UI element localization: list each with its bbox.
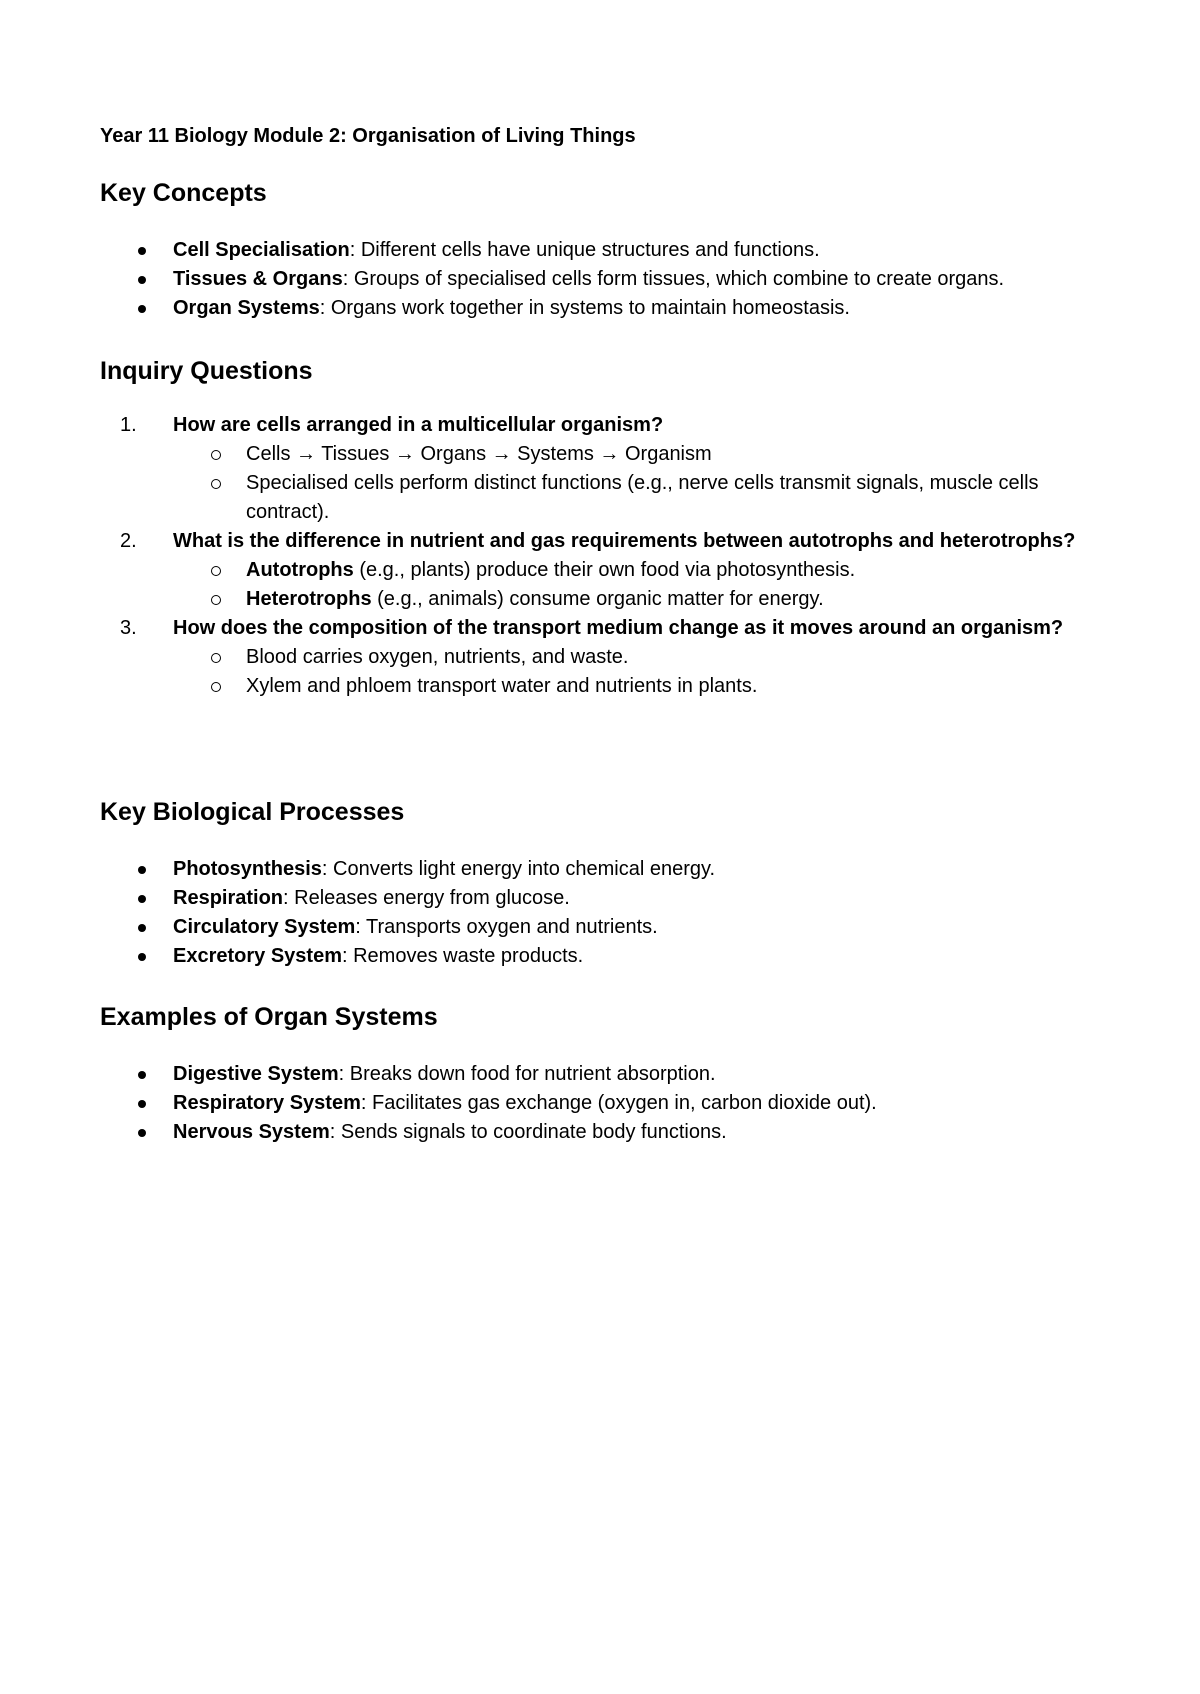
sub-item: Cells → Tissues → Organs → Systems → Organism — [0, 440, 1200, 469]
bullet-icon — [138, 247, 146, 255]
circle-bullet-icon — [211, 479, 221, 489]
bullet-icon — [138, 866, 146, 874]
inquiry-questions-list — [0, 411, 1200, 701]
heading-key-concepts: Key Concepts — [100, 179, 267, 207]
heading-key-processes: Key Biological Processes — [100, 798, 405, 826]
circle-bullet-icon — [211, 653, 221, 663]
list-item: Respiratory System: Facilitates gas exchange (oxygen in, carbon dioxide out). — [0, 1089, 1200, 1118]
bullet-icon — [138, 924, 146, 932]
circle-bullet-icon — [211, 566, 221, 576]
list-item: Digestive System: Breaks down food for nutrient absorption. — [0, 1060, 1200, 1089]
question-item — [0, 411, 1200, 527]
heading-inquiry-questions: Inquiry Questions — [100, 357, 313, 385]
organ-systems-list — [0, 1060, 1200, 1147]
circle-bullet-icon — [211, 682, 221, 692]
bullet-icon — [138, 953, 146, 961]
question-text: 3. How does the composition of the transport medium change as it moves around an organism? — [0, 614, 1200, 643]
bullet-icon — [138, 1071, 146, 1079]
key-processes-list — [0, 855, 1200, 971]
question-number: 1. — [120, 414, 137, 436]
question-item — [0, 614, 1200, 701]
list-item: Tissues & Organs: Groups of specialised cells form tissues, which combine to create organs. — [0, 265, 1200, 294]
circle-bullet-icon — [211, 595, 221, 605]
list-item: Nervous System: Sends signals to coordinate body functions. — [0, 1118, 1200, 1147]
document-title: Year 11 Biology Module 2: Organisation of Living Things — [100, 125, 636, 147]
list-item: Cell Specialisation: Different cells have unique structures and functions. — [0, 236, 1200, 265]
question-item — [0, 527, 1200, 614]
bullet-icon — [138, 1129, 146, 1137]
question-number: 3. — [120, 617, 137, 639]
heading-organ-systems: Examples of Organ Systems — [100, 1003, 438, 1031]
question-number: 2. — [120, 530, 137, 552]
sub-item: Blood carries oxygen, nutrients, and waste. — [0, 643, 1200, 672]
bullet-icon — [138, 1100, 146, 1108]
key-concepts-list — [0, 236, 1200, 323]
question-text: 2. What is the difference in nutrient and gas requirements between autotrophs and heterotrophs? — [0, 527, 1200, 556]
list-item: Organ Systems: Organs work together in systems to maintain homeostasis. — [0, 294, 1200, 323]
bullet-icon — [138, 276, 146, 284]
list-item: Excretory System: Removes waste products. — [0, 942, 1200, 971]
sub-item: Autotrophs (e.g., plants) produce their own food via photosynthesis. — [0, 556, 1200, 585]
circle-bullet-icon — [211, 450, 221, 460]
list-item: Circulatory System: Transports oxygen and nutrients. — [0, 913, 1200, 942]
sub-item: Xylem and phloem transport water and nutrients in plants. — [0, 672, 1200, 701]
question-text: 1. How are cells arranged in a multicellular organism? — [0, 411, 1200, 440]
sub-item: Heterotrophs (e.g., animals) consume organic matter for energy. — [0, 585, 1200, 614]
list-item: Respiration: Releases energy from glucose. — [0, 884, 1200, 913]
list-item: Photosynthesis: Converts light energy into chemical energy. — [0, 855, 1200, 884]
bullet-icon — [138, 895, 146, 903]
bullet-icon — [138, 305, 146, 313]
sub-item: Specialised cells perform distinct functions (e.g., nerve cells transmit signals, muscle cells contract). — [0, 469, 1200, 527]
